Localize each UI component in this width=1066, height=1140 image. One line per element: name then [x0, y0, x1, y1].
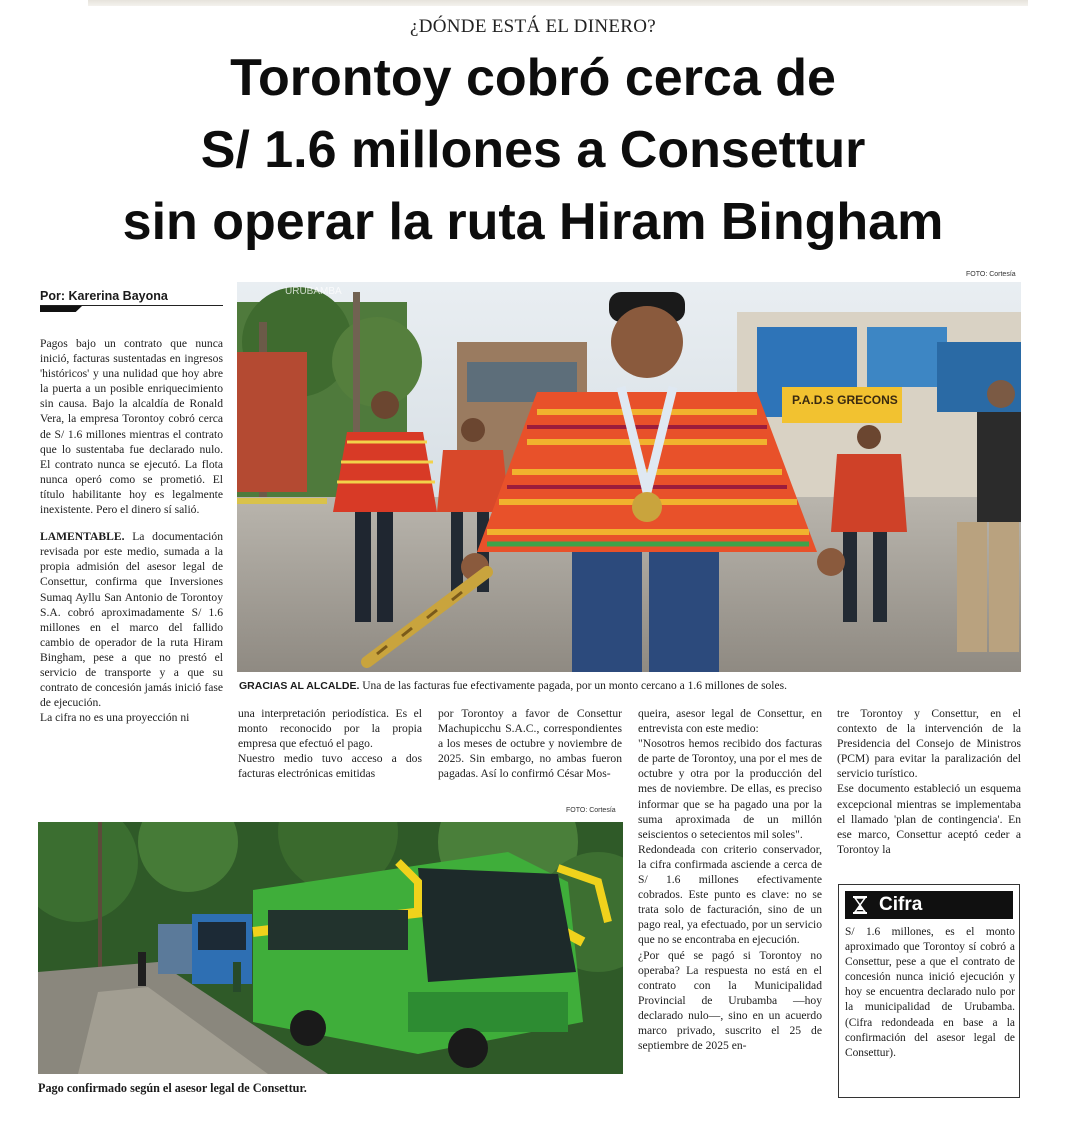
- byline-accent: [40, 306, 82, 312]
- headline-line-3: sin operar la ruta Hiram Bingham: [122, 193, 944, 251]
- column-5-p1: tre Torontoy y Consettur, en el contexto de la intervención de la Presidencia del Consejo de Ministros (PCM) para evitar la paralización del servicio turístico.: [837, 707, 1021, 781]
- intro-paragraph: Pagos bajo un contrato que nunca inició, facturas sustentadas en ingresos 'históricos' y una nulidad que hoy abre la puerta a un posible enriquecimiento sin causa. Bajo la alcaldía de Ronald Vera, la empresa Torontoy cobró cerca de S/ 1.6 millones mientras el contrato que lo sustentaba fue declarado nulo. El contrato nunca se ejecutó. La flota nunca operó como se prometió. El título habilitante hoy es legalmente inexistente. Pero el dinero sí salió.: [40, 337, 223, 517]
- lamentable-paragraph: [40, 529, 223, 710]
- hero-photo: [237, 282, 1021, 672]
- top-rule: [88, 0, 1028, 6]
- column-4-p3: Redondeada con criterio conservador, la cifra confirmada asciende a cerca de S/ 1.6 millones efectivamente cobrados. Este punto es clave: no se trata solo de facturación, sino de un pago real, ya efectuado, por un servicio que no se encontraba en ejecución.: [638, 842, 822, 947]
- column-1: [40, 336, 223, 725]
- column-1-last-line: La cifra no es una proyección ni: [40, 711, 190, 725]
- column-4-p1: queira, asesor legal de Consettur, en entrevista con este medio:: [638, 707, 822, 736]
- hourglass-icon: [853, 896, 867, 914]
- bus-photo: [38, 822, 623, 1074]
- lamentable-lead: LAMENTABLE.: [40, 530, 125, 544]
- column-5-p2: Ese documento estableció un esquema excepcional mientras se implementaba el llamado 'plan de contingencia'. En ese marco, Consettur aceptó ceder a Torontoy la: [837, 782, 1021, 856]
- headline-line-1: Torontoy cobró cerca de: [230, 49, 836, 107]
- hero-watermark: URUBAMBA: [285, 286, 342, 297]
- hero-caption-lead: GRACIAS AL ALCALDE.: [239, 680, 360, 692]
- headline-line-2: S/ 1.6 millones a Consettur: [200, 121, 866, 179]
- bus-caption: Pago confirmado según el asesor legal de Consettur.: [38, 1081, 307, 1095]
- column-4: [638, 706, 822, 1053]
- section-kicker: ¿DÓNDE ESTÁ EL DINERO?: [410, 16, 656, 37]
- column-4-quote: "Nosotros hemos recibido dos facturas de parte de Torontoy, una por el mes de octubre y otra por la producción del mes de noviembre. De ellas, es preciso informar que se ha pagado una por la suma aproximada de un millón seiscientos o setecientos mil soles".: [638, 737, 822, 841]
- headline: [0, 42, 1066, 258]
- cifra-box-title: Cifra: [879, 894, 923, 915]
- cifra-box-header: [845, 891, 1013, 919]
- column-5: [837, 706, 1021, 857]
- lamentable-text: La documentación revisada por este medio, sumada a la propia admisión del asesor legal de Consettur, confirma que Inversiones Sumaq Ayllu San Antonio de Torontoy S.A. cobró aproximadamente S/ 1.6 millones en el marco del fallido cambio de operador de la ruta Hiram Bingham, pese a que no prestó el servicio de transporte y a que su contrato de concesión jamás inició fase de ejecución.: [40, 530, 223, 710]
- photo-credit-top: FOTO: Cortesía: [966, 271, 1016, 278]
- cifra-box: [838, 884, 1020, 1098]
- hero-sign-text: P.A.D.S GRECONS: [792, 393, 898, 407]
- column-2: una interpretación periodística. Es el monto reconocido por la propia empresa que efectuó el pago. Nuestro medio tuvo acceso a dos facturas electrónicas emitidas: [238, 707, 422, 781]
- hero-caption-text: Una de las facturas fue efectivamente pagada, por un monto cercano a 1.6 millones de soles.: [359, 680, 787, 692]
- column-4-p4: ¿Por qué se pagó si Torontoy no operaba? La respuesta no está en el contrato con la Municipalidad Provincial de Urubamba —hoy declarado nulo—, sino en un acuerdo marco privado, suscrito el 25 de septiembre de 2025 en-: [638, 948, 822, 1053]
- cifra-box-text: S/ 1.6 millones, es el monto aproximado que Torontoy sí cobró a Consettur, pese a que el contrato de concesión nunca inició ejecución y hoy se encuentra declarado nulo por la municipalidad de Urubamba. (Cifra redondeada en base a la confirmación del asesor legal de Consettur).: [845, 926, 1015, 1059]
- hero-caption: [239, 680, 1021, 692]
- column-3: por Torontoy a favor de Consettur Machupicchu S.A.C., correspondientes a los meses de octubre y noviembre de 2025. Sin embargo, no ambas fueron pagadas. Así lo confirmó César Mos-: [438, 707, 622, 781]
- photo-credit-mid: FOTO: Cortesía: [566, 807, 616, 814]
- byline: Por: Karerina Bayona: [40, 289, 223, 306]
